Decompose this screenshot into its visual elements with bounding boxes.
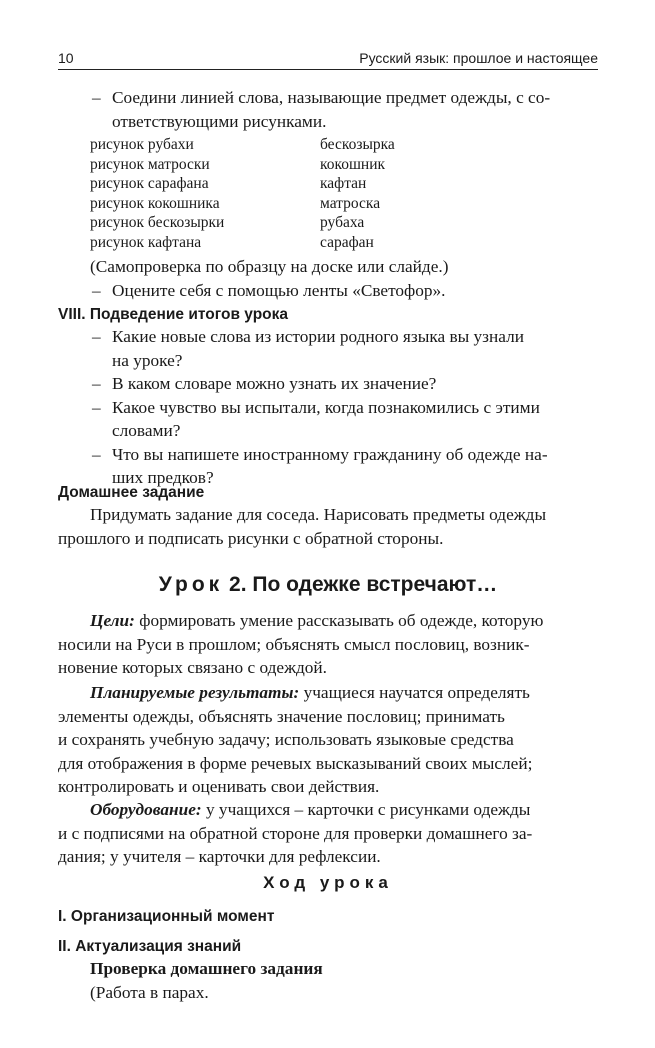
homework-line: Придумать задание для соседа. Нарисовать предметы одежды bbox=[90, 505, 547, 524]
goals-line: новение которых связано с одеждой. bbox=[58, 658, 328, 677]
equipment-line: и с подписями на обратной стороне для проверки домашнего за- bbox=[58, 823, 533, 843]
table-cell-right: матроска bbox=[320, 194, 381, 212]
running-title: Русский язык: прошлое и настоящее bbox=[359, 50, 598, 66]
question-line: Что вы напишете иностранному гражданину об одежде на- bbox=[112, 444, 548, 464]
question-item bbox=[58, 396, 598, 443]
results-line: элементы одежды, объяснять значение пословиц; принимать bbox=[58, 706, 505, 726]
selfcheck-block bbox=[58, 255, 598, 302]
table-row bbox=[58, 174, 598, 194]
dash-mark: – bbox=[92, 280, 101, 300]
question-line: на уроке? bbox=[112, 350, 183, 370]
equipment-line: дания; у учителя – карточки для рефлексии. bbox=[58, 847, 381, 866]
table-cell-left: рисунок сарафана bbox=[90, 175, 209, 192]
lesson-title-text: 2. По одежке встречают… bbox=[229, 573, 498, 596]
question-line: Какое чувство вы испытали, когда познакомились с этими bbox=[112, 397, 540, 417]
table-cell-right: кокошник bbox=[320, 155, 386, 173]
section-viii-questions bbox=[58, 325, 598, 490]
dash-mark: – bbox=[92, 444, 101, 464]
question-line: В каком словаре можно узнать их значение? bbox=[112, 374, 437, 393]
course-heading: Ход урока bbox=[263, 873, 393, 892]
table-cell-right: бескозырка bbox=[320, 136, 395, 153]
intro-task bbox=[58, 86, 598, 133]
homework-text bbox=[58, 503, 598, 550]
table-row bbox=[58, 155, 598, 175]
page-number: 10 bbox=[58, 50, 74, 66]
dash-mark: – bbox=[92, 374, 101, 393]
equipment-text: у учащихся – карточки с рисунками одежды bbox=[201, 800, 531, 819]
dash-item bbox=[58, 279, 598, 303]
section-viii-heading: VIII. Подведение итогов урока bbox=[58, 306, 289, 323]
table-cell-right: рубаха bbox=[320, 214, 365, 231]
table-cell-left: рисунок бескозырки bbox=[90, 214, 225, 231]
equipment-label: Оборудование: bbox=[90, 800, 202, 819]
goals-label: Цели: bbox=[90, 611, 135, 630]
goals-line: носили на Руси в прошлом; объяснять смысл пословиц, возник- bbox=[58, 634, 530, 654]
intro-task-line: ответствующими рисунками. bbox=[112, 111, 327, 131]
selfcheck-text: (Самопроверка по образцу на доске или слайде.) bbox=[90, 257, 449, 276]
table-row bbox=[58, 135, 598, 155]
section-i-heading: I. Организационный момент bbox=[58, 908, 275, 925]
selfcheck-dash-text: Оцените себя с помощью ленты «Светофор». bbox=[112, 280, 446, 300]
goals-paragraph bbox=[58, 609, 598, 680]
intro-task-line: Соедини линией слова, называющие предмет одежды, с со- bbox=[112, 88, 551, 107]
table-row bbox=[58, 213, 598, 233]
equipment-paragraph bbox=[58, 798, 598, 869]
dash-item-continuation bbox=[58, 110, 598, 134]
table-cell-left: рисунок кокошника bbox=[90, 194, 220, 212]
dash-item bbox=[58, 86, 598, 110]
question-line: ших предков? bbox=[112, 468, 214, 487]
results-text: учащиеся научатся определять bbox=[299, 683, 530, 702]
goals-text: формировать умение рассказывать об одежде, которую bbox=[134, 611, 544, 630]
question-line: Какие новые слова из истории родного языка вы узнали bbox=[112, 327, 524, 346]
table-cell-right: сарафан bbox=[320, 233, 374, 251]
table-cell-left: рисунок кафтана bbox=[90, 233, 202, 251]
lesson-word: Урок bbox=[158, 573, 224, 596]
question-item bbox=[58, 372, 598, 396]
dash-mark: – bbox=[92, 397, 101, 417]
table-cell-right: кафтан bbox=[320, 175, 367, 192]
results-label: Планируемые результаты: bbox=[90, 683, 300, 702]
results-line: и сохранять учебную задачу; использовать языковые средства bbox=[58, 730, 514, 749]
results-line bbox=[58, 681, 598, 705]
table-cell-left: рисунок рубахи bbox=[90, 136, 194, 153]
results-paragraph bbox=[58, 681, 598, 799]
equipment-line bbox=[58, 798, 598, 822]
homework-heading: Домашнее задание bbox=[58, 484, 205, 501]
header-rule bbox=[58, 69, 598, 70]
section-ii-heading: II. Актуализация знаний bbox=[58, 938, 242, 955]
dash-mark: – bbox=[92, 88, 101, 107]
question-item bbox=[58, 325, 598, 372]
results-line: для отображения в форме речевых высказываний своих мыслей; bbox=[58, 753, 533, 773]
results-line: контролировать и оценивать свои действия. bbox=[58, 777, 380, 796]
homework-line: прошлого и подписать рисунки с обратной стороны. bbox=[58, 528, 444, 548]
homework-check-heading: Проверка домашнего задания bbox=[90, 959, 323, 978]
question-line: словами? bbox=[112, 421, 181, 440]
dash-mark: – bbox=[92, 327, 101, 346]
homework-check-note: (Работа в парах. bbox=[90, 982, 209, 1002]
lesson-title bbox=[58, 573, 598, 597]
table-row bbox=[58, 194, 598, 214]
matching-table bbox=[58, 135, 598, 252]
goals-line bbox=[58, 609, 598, 633]
homework-check bbox=[58, 957, 598, 1004]
table-cell-left: рисунок матроски bbox=[90, 155, 210, 173]
table-row bbox=[58, 233, 598, 253]
running-header bbox=[58, 48, 598, 70]
